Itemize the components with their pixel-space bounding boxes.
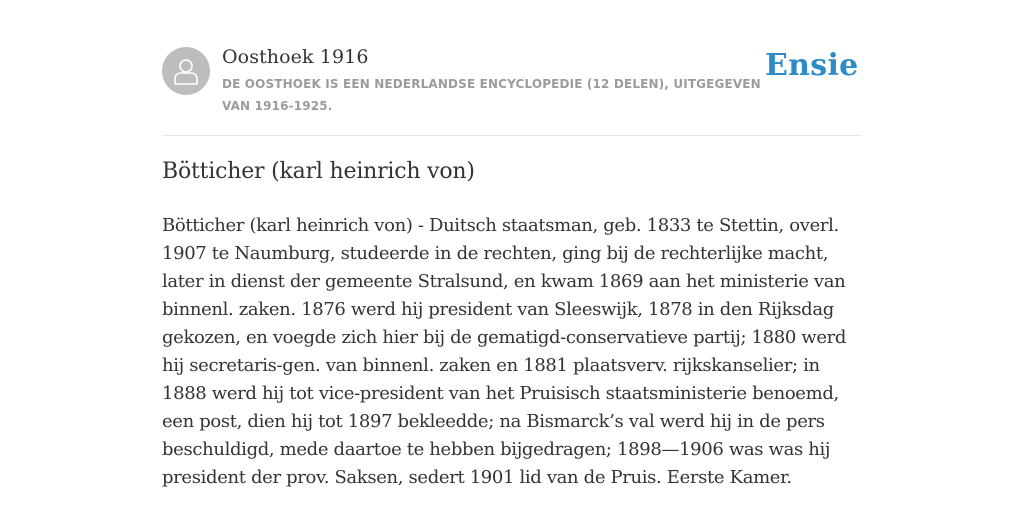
header-divider xyxy=(162,135,862,136)
source-avatar[interactable] xyxy=(162,47,210,95)
source-description: DE OOSTHOEK IS EEN NEDERLANDSE ENCYCLOPEDIE (12 DELEN), UITGEGEVEN VAN 1916-1925. xyxy=(222,77,761,113)
source-title[interactable]: Oosthoek 1916 xyxy=(222,46,369,68)
brand-logo[interactable]: Ensie xyxy=(765,48,859,83)
user-icon xyxy=(174,57,198,85)
source-header xyxy=(162,44,862,116)
entry-title: Bötticher (karl heinrich von) xyxy=(162,159,475,184)
entry-body: Bötticher (karl heinrich von) - Duitsch staatsman, geb. 1833 te Stettin, overl. 1907 te Naumburg, studeerde in de rechten, ging bij de rechterlijke macht, later in dienst der gemeente Stralsund, en kwam 1869 aan het ministerie van binnenl. zaken. 1876 werd hij president van Sleeswijk, 1878 in den Rijksdag gekozen, en voegde zich hier bij de gematigd-conservatieve partij; 1880 werd hij secretaris-gen. van binnenl. zaken en 1881 plaatsverv. rijkskanselier; in 1888 werd hij tot vice-president van het Pruisisch staatsministerie benoemd, een post, dien hij tot 1897 bekleedde; na Bismarck’s val werd hij in de pers beschuldigd, mede daartoe te hebben bijgedragen; 1898—1906 was was hij president der prov. Saksen, sedert 1901 lid van de Pruis. Eerste Kamer. xyxy=(162,215,847,488)
